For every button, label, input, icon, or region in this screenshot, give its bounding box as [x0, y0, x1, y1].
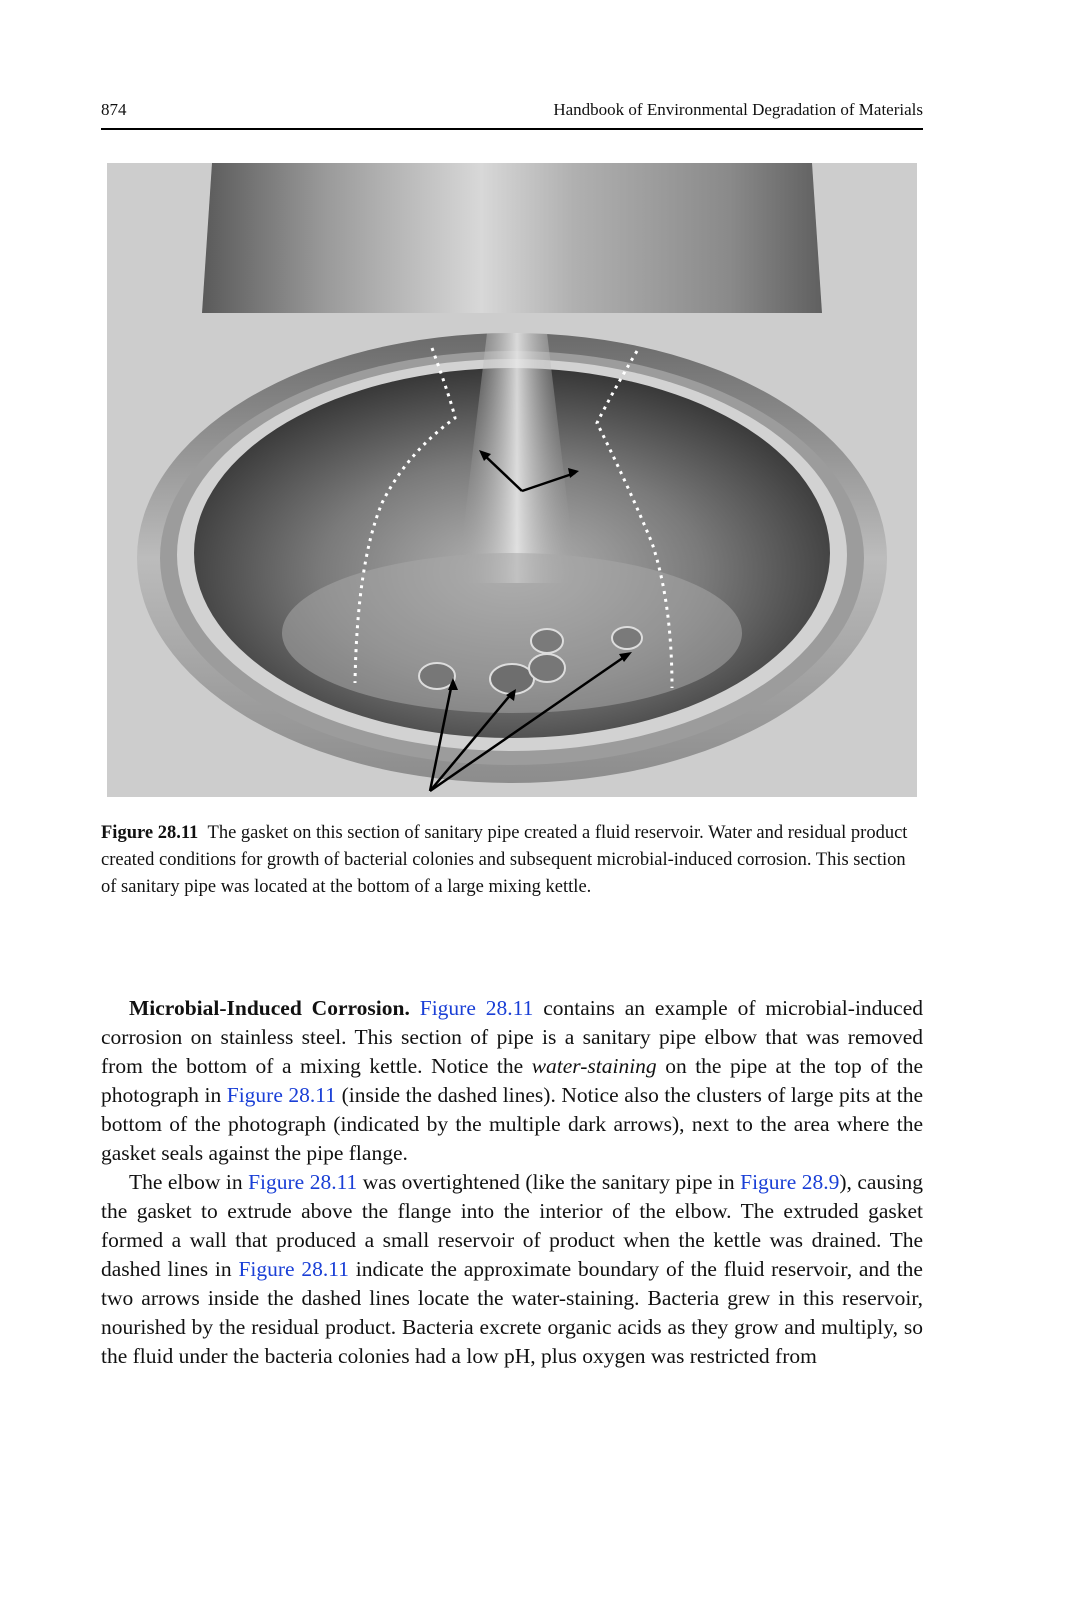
body-text	[101, 994, 923, 1371]
text-run: (inside the dashed lines). Notice also the clusters of large pits at the bottom of the photograph (indicated by the multiple dark arrows), next to the area where the gasket seals against the pipe flange.	[101, 1083, 923, 1165]
text-run: contains an example of microbial-induced corrosion on stainless steel. This section of pipe is a sanitary pipe elbow that was removed from the bottom of a mixing kettle. Notice the	[101, 996, 923, 1078]
section-heading: Microbial-Induced Corrosion.	[129, 996, 410, 1020]
figure-link[interactable]: Figure 28.11	[419, 996, 534, 1020]
book-title: Handbook of Environmental Degradation of Materials	[553, 100, 923, 119]
running-header	[101, 98, 923, 130]
figure-caption	[101, 820, 923, 901]
page-number: 874	[101, 100, 127, 119]
figure-link[interactable]: Figure 28.11	[248, 1170, 358, 1194]
paragraph-2	[101, 1168, 923, 1371]
pipe-photo-illustration	[107, 163, 917, 797]
text-run: ), causing the gasket to extrude above the flange into the interior of the elbow. The extruded gasket formed a wall that produced a small reservoir of product when the kettle was drained. The dashed lines in	[101, 1170, 924, 1281]
figure-caption-text: The gasket on this section of sanitary pipe created a fluid reservoir. Water and residual product created conditions for growth of bacterial colonies and subsequent microbial-induced corrosion. This section of sanitary pipe was located at the bottom of a large mixing kettle.	[101, 823, 908, 897]
text-run: The elbow in	[129, 1170, 249, 1194]
figure-link[interactable]: Figure 28.9	[740, 1170, 840, 1194]
figure-label: Figure 28.11	[101, 823, 199, 843]
figure-link[interactable]: Figure 28.11	[238, 1257, 349, 1281]
figure-photograph	[107, 163, 917, 797]
figure-link[interactable]: Figure 28.11	[226, 1083, 337, 1107]
emphasis-text: water-staining	[531, 1054, 657, 1078]
text-run: was overtightened (like the sanitary pipe in	[357, 1170, 741, 1194]
text-run: on the pipe at the top of the photograph in	[101, 1054, 924, 1107]
text-run: indicate the approximate boundary of the fluid reservoir, and the two arrows inside the dashed lines locate the water-staining. Bacteria grew in this reservoir, nourished by the residual product. Bacteria excrete organic acids as they grow and multiply, so the fluid under the bacteria colonies had a low pH, plus oxygen was restricted from	[101, 1257, 923, 1368]
paragraph-1	[101, 994, 923, 1168]
